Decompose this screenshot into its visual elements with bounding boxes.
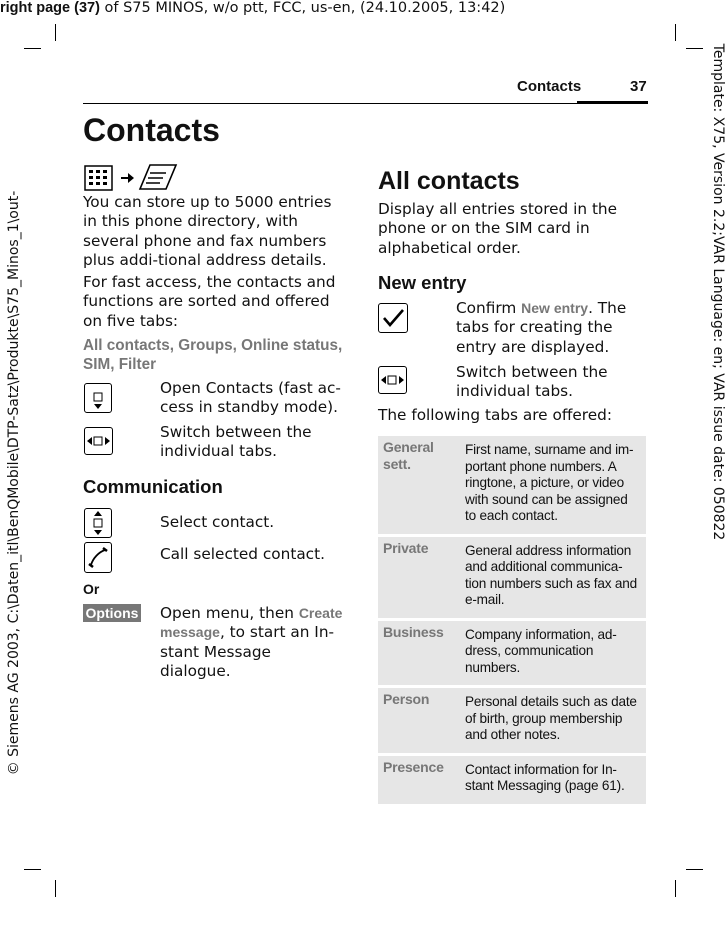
select-contact-text: Select contact. <box>160 513 275 531</box>
header-number-rule <box>577 101 648 104</box>
tab-desc: General address information and additional communica-tion numbers such as fax and e-mail. <box>459 535 646 619</box>
open-contacts-text: Open Contacts (fast ac-cess in standby mode). <box>160 379 341 417</box>
page-title: Contacts <box>83 112 220 148</box>
tab-desc: First name, surname and im-portant phone numbers. A ringtone, a picture, or video with sound can be assigned to each contact. <box>459 436 646 535</box>
all-contacts-heading: All contacts <box>378 167 520 195</box>
crop-mark <box>686 48 703 49</box>
crop-mark <box>675 880 676 897</box>
table-row <box>378 754 646 805</box>
nav-up-down-icon <box>84 508 112 538</box>
communication-heading: Communication <box>83 476 223 497</box>
tab-list: All contacts, Groups, Online status, SIM, Filter <box>83 337 343 373</box>
new-entry-softkey: New entry <box>521 300 589 316</box>
tab-name: Presence <box>378 754 459 805</box>
crop-mark <box>675 24 676 41</box>
options-softkey: Options <box>83 604 141 622</box>
call-contact-text: Call selected contact. <box>160 545 325 563</box>
access-paragraph: For fast access, the contacts and functions are sorted and offered on five tabs: <box>83 273 336 330</box>
crop-mark <box>686 869 703 870</box>
confirm-check-icon <box>378 303 408 333</box>
tab-desc: Company information, ad-dress, communication numbers. <box>459 619 646 687</box>
confirm-post: . The tabs for creating the entry are displayed. <box>456 299 627 356</box>
slug-details: of S75 MINOS, w/o ptt, FCC, us-en, (24.10.2005, 13:42) <box>99 0 506 16</box>
open-menu-text <box>160 604 345 681</box>
contacts-notebook-icon <box>138 162 178 192</box>
slug-page-ref: right page (37) <box>0 0 100 16</box>
or-label: Or <box>83 581 100 597</box>
call-key-icon <box>84 542 112 573</box>
tab-name: Person <box>378 687 459 755</box>
table-row <box>378 687 646 755</box>
tab-name: General sett. <box>378 436 459 535</box>
nav-left-right-icon <box>84 427 113 455</box>
intro-paragraph: You can store up to 5000 entries in this phone directory, with several phone and fax numbers plus addi-tional address details. <box>83 193 332 269</box>
crop-mark <box>24 869 41 870</box>
print-slug <box>0 0 505 16</box>
switch-tabs-text: Switch between the individual tabs. <box>160 423 312 461</box>
tabs-table <box>378 436 646 807</box>
following-tabs-text: The following tabs are offered: <box>378 406 612 424</box>
running-header-section: Contacts <box>517 78 582 95</box>
crop-mark <box>55 24 56 41</box>
nav-left-right-icon <box>378 366 407 394</box>
header-rule <box>83 103 648 104</box>
tab-desc: Contact information for In-stant Messaging (page 61). <box>459 754 646 805</box>
open-menu-pre: Open menu, then <box>160 604 299 622</box>
crop-mark <box>24 48 41 49</box>
menu-grid-icon <box>84 165 114 191</box>
tab-name: Private <box>378 535 459 619</box>
confirm-pre: Confirm <box>456 299 522 317</box>
new-entry-heading: New entry <box>378 272 467 293</box>
table-row <box>378 436 646 535</box>
open-menu-post: , to start an In-stant Message dialogue. <box>160 623 335 680</box>
tab-name: Business <box>378 619 459 687</box>
arrow-right-icon <box>120 171 136 185</box>
confirm-text <box>456 299 646 357</box>
tab-desc: Personal details such as date of birth, group membership and other notes. <box>459 687 646 755</box>
switch-tabs-text-right: Switch between the individual tabs. <box>456 363 608 401</box>
table-row <box>378 535 646 619</box>
nav-up-down-icon <box>84 383 112 413</box>
margin-copyright: © Siemens AG 2003, C:\Daten_itl\BenQMobile\DTP-Satz\Produkte\S75_Minos_1\out- <box>6 190 22 776</box>
table-row <box>378 619 646 687</box>
margin-template: Template: X75, Version 2.2;VAR Language: en; VAR issue date: 050822 <box>710 43 726 541</box>
crop-mark <box>55 880 56 897</box>
create-message-softkey: Create message <box>160 605 343 641</box>
page-number: 37 <box>630 78 647 95</box>
all-contacts-desc: Display all entries stored in the phone or on the SIM card in alphabetical order. <box>378 200 618 257</box>
